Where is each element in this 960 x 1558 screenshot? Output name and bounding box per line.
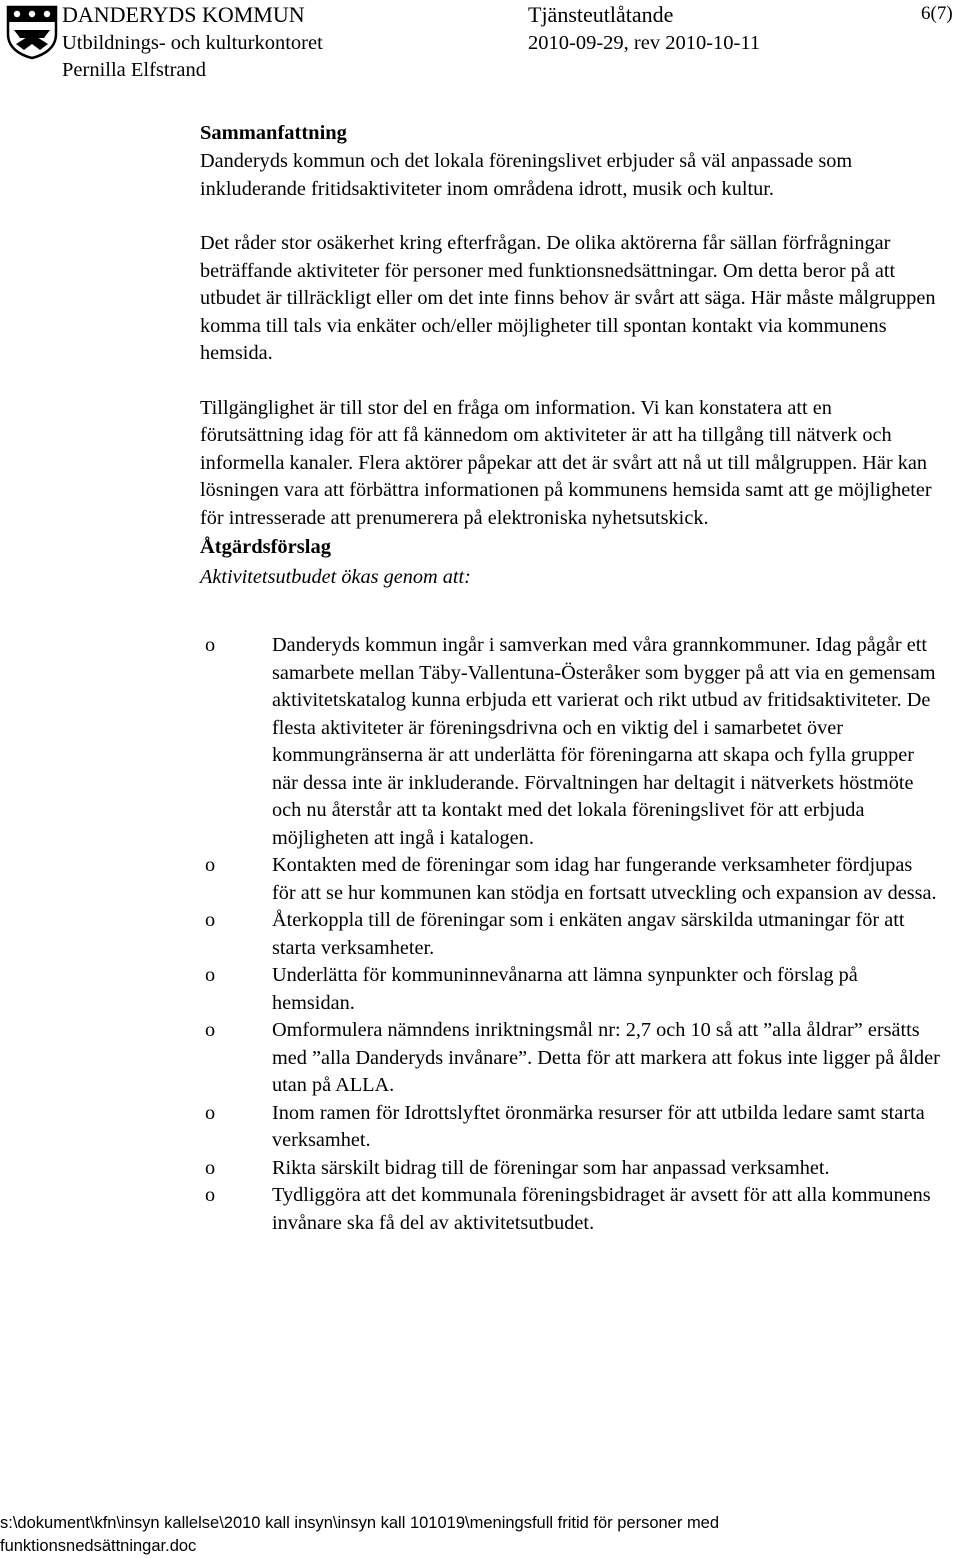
list-item xyxy=(200,962,940,1017)
proposals-heading: Åtgärdsförslag xyxy=(200,536,331,558)
header-organization: DANDERYDS KOMMUN xyxy=(62,2,305,27)
list-bullet: o xyxy=(205,964,216,986)
list-item-text: Omformulera nämndens inriktningsmål nr: 2,7 och 10 så att ”alla åldrar” ersätts med ”alla Danderyds invånare”. Detta för att markera att fokus inte ligger på ålder utan på ALLA. xyxy=(272,1019,940,1096)
list-item xyxy=(200,1155,940,1183)
footer-path-line: s:\dokument\kfn\insyn kallelse\2010 kall insyn\insyn kall 101019\meningsfull fritid för personer med xyxy=(0,1514,720,1532)
list-item xyxy=(200,1182,940,1237)
list-item-text: Tydliggöra att det kommunala föreningsbidraget är avsett för att alla kommunens invånare ska få del av aktivitetsutbudet. xyxy=(272,1184,931,1234)
document-body xyxy=(200,118,940,1237)
list-bullet: o xyxy=(205,634,216,656)
list-bullet: o xyxy=(205,1184,216,1206)
list-item xyxy=(200,1017,940,1100)
list-item xyxy=(200,632,940,852)
list-item xyxy=(200,907,940,962)
list-bullet: o xyxy=(205,1101,216,1124)
list-item-text: Rikta särskilt bidrag till de föreningar som har anpassad verksamhet. xyxy=(272,1156,830,1179)
list-item-text: Inom ramen för Idrottslyftet öronmärka resurser för att utbilda ledare samt starta verksamhet. xyxy=(272,1101,925,1151)
page-number: 6(7) xyxy=(921,3,953,24)
list-bullet: o xyxy=(205,854,216,876)
header-document-type: Tjänsteutlåtande xyxy=(528,2,674,27)
list-item xyxy=(200,852,940,907)
list-bullet: o xyxy=(205,1019,216,1041)
header-author: Pernilla Elfstrand xyxy=(62,59,207,81)
summary-paragraph: Tillgänglighet är till stor del en fråga om information. Vi kan konstatera att en förutsättning idag för att få kännedom om aktiviteter är att ha tillgång till nätverk och informella kanaler. Flera aktörer påpekar att det är svårt att nå ut till målgruppen. Här kan lösningen vara att förbättra informationen på kommunens hemsida samt att ge möjligheter för intresserade att prenumerera på elektroniska nyhetsutskick. xyxy=(200,396,932,529)
footer-path-line: funktionsnedsättningar.doc xyxy=(0,1537,197,1555)
list-item-text: Kontakten med de föreningar som idag har fungerande verksamheter fördjupas för att se hur kommunen kan stödja en fortsatt utveckling och expansion av dessa. xyxy=(272,854,937,904)
municipal-coat-of-arms-logo xyxy=(4,4,60,60)
list-item xyxy=(200,1100,940,1155)
header-department: Utbildnings- och kulturkontoret xyxy=(62,32,323,54)
list-item-text: Danderyds kommun ingår i samverkan med våra grannkommuner. Idag pågår ett samarbete mellan Täby-Vallentuna-Österåker som bygger på att via en gemensam aktivitetskatalog kunna erbjuda ett varierat och rikt utbud av fritidsaktiviteter. De flesta aktiviteter är föreningsdrivna och en viktig del i samarbetet över kommungränserna är att underlätta för föreningarna att skapa och fylla grupper när dessa inte är inkluderande. Förvaltningen har deltagit i nätverkets höstmöte och nu återstår att ta kontakt med det lokala föreningslivet för att erbjuda möjligheten att ingå i katalogen. xyxy=(272,634,936,849)
proposal-list xyxy=(200,632,940,1237)
list-bullet: o xyxy=(205,1156,216,1179)
summary-paragraph: Det råder stor osäkerhet kring efterfrågan. De olika aktörerna får sällan förfrågningar beträffande aktiviteter för personer med funktionsnedsättningar. Om detta beror på att utbudet är tillräckligt eller om det inte finns behov är svårt att säga. Här måste målgruppen komma till tals via enkäter och/eller möjligheter till spontan kontakt via kommunens hemsida. xyxy=(200,232,936,364)
header-date: 2010-09-29, rev 2010-10-11 xyxy=(528,32,761,54)
summary-paragraph: Danderyds kommun och det lokala föreningslivet erbjuder så väl anpassade som inkluderande fritidsaktiviteter inom områdena idrott, musik och kultur. xyxy=(200,150,853,200)
list-item-text: Återkoppla till de föreningar som i enkäten angav särskilda utmaningar för att starta verksamheter. xyxy=(272,909,905,959)
proposals-subheading: Aktivitetsutbudet ökas genom att: xyxy=(200,566,471,588)
summary-heading: Sammanfattning xyxy=(200,122,347,144)
list-item-text: Underlätta för kommuninnevånarna att lämna synpunkter och förslag på hemsidan. xyxy=(272,964,858,1014)
list-bullet: o xyxy=(205,909,216,931)
file-path-footer xyxy=(0,1512,960,1558)
